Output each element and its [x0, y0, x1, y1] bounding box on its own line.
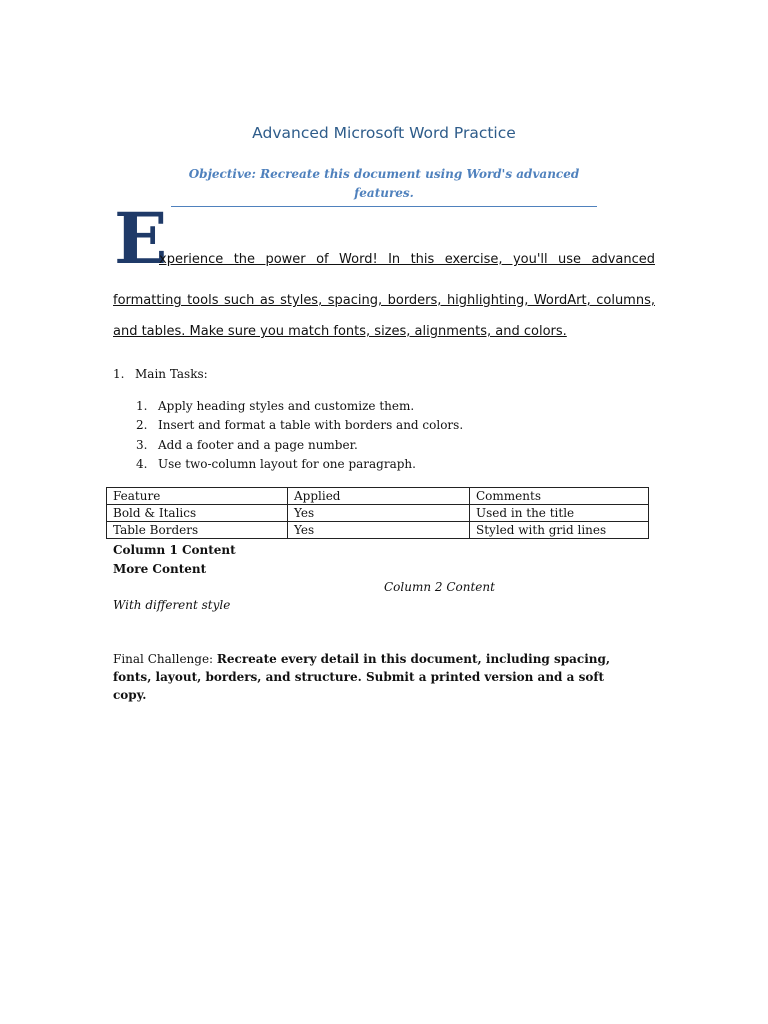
list-item-number: 1.	[136, 399, 148, 413]
list-item-number: 2.	[136, 418, 148, 433]
table-header-row	[107, 488, 649, 505]
drop-cap: E	[114, 197, 168, 280]
column-1-content: Column 1 Content	[113, 543, 236, 557]
final-challenge-text: Recreate every detail in this document, including spacing, fonts, layout, borders, and structure. Submit a printed version and a soft copy.	[113, 652, 611, 702]
final-challenge-label: Final Challenge:	[113, 652, 217, 666]
table-cell: Bold & Italics	[107, 505, 288, 522]
intro-line-3: and tables. Make sure you match fonts, sizes, alignments, and colors.	[113, 324, 567, 339]
list-item-number: 3.	[136, 437, 148, 452]
list-item-text: Add a footer and a page number.	[158, 437, 358, 452]
table-cell: Yes	[288, 505, 470, 522]
list-item-text: Insert and format a table with borders and colors.	[158, 418, 464, 433]
document-subtitle: Objective: Recreate this document using Word's advanced features.	[188, 167, 580, 200]
subtitle-block	[171, 163, 597, 207]
table-row	[107, 522, 649, 539]
main-tasks-heading	[113, 367, 208, 381]
final-challenge	[113, 650, 633, 704]
document-title: Advanced Microsoft Word Practice	[252, 124, 516, 142]
intro-line-2: formatting tools such as styles, spacing, borders, highlighting, WordArt, columns,	[113, 293, 655, 308]
task-list	[136, 399, 463, 476]
list-item-text: Apply heading styles and customize them.	[158, 399, 415, 413]
table-header-cell: Applied	[288, 488, 470, 505]
column-1-block	[113, 541, 236, 578]
table-cell: Used in the title	[470, 505, 649, 522]
list-item-text: Use two-column layout for one paragraph.	[158, 456, 416, 471]
table-header-cell: Feature	[107, 488, 288, 505]
list-item	[136, 438, 463, 457]
list-item	[136, 418, 463, 437]
list-item-number: 4.	[136, 456, 148, 471]
column-1-more-content: More Content	[113, 561, 207, 576]
column-2-content: Column 2 Content	[384, 580, 495, 594]
table-header-cell: Comments	[470, 488, 649, 505]
feature-table	[106, 487, 649, 539]
main-tasks-number: 1.	[113, 367, 125, 381]
main-tasks-label: Main Tasks:	[135, 367, 208, 381]
intro-line-1: xperience the power of Word! In this exercise, you'll use advanced	[159, 252, 655, 267]
table-cell: Styled with grid lines	[470, 522, 649, 539]
table-cell: Yes	[288, 522, 470, 539]
list-item	[136, 399, 463, 418]
different-style-text: With different style	[113, 598, 231, 612]
table-row	[107, 505, 649, 522]
table-cell: Table Borders	[107, 522, 288, 539]
list-item	[136, 457, 463, 476]
